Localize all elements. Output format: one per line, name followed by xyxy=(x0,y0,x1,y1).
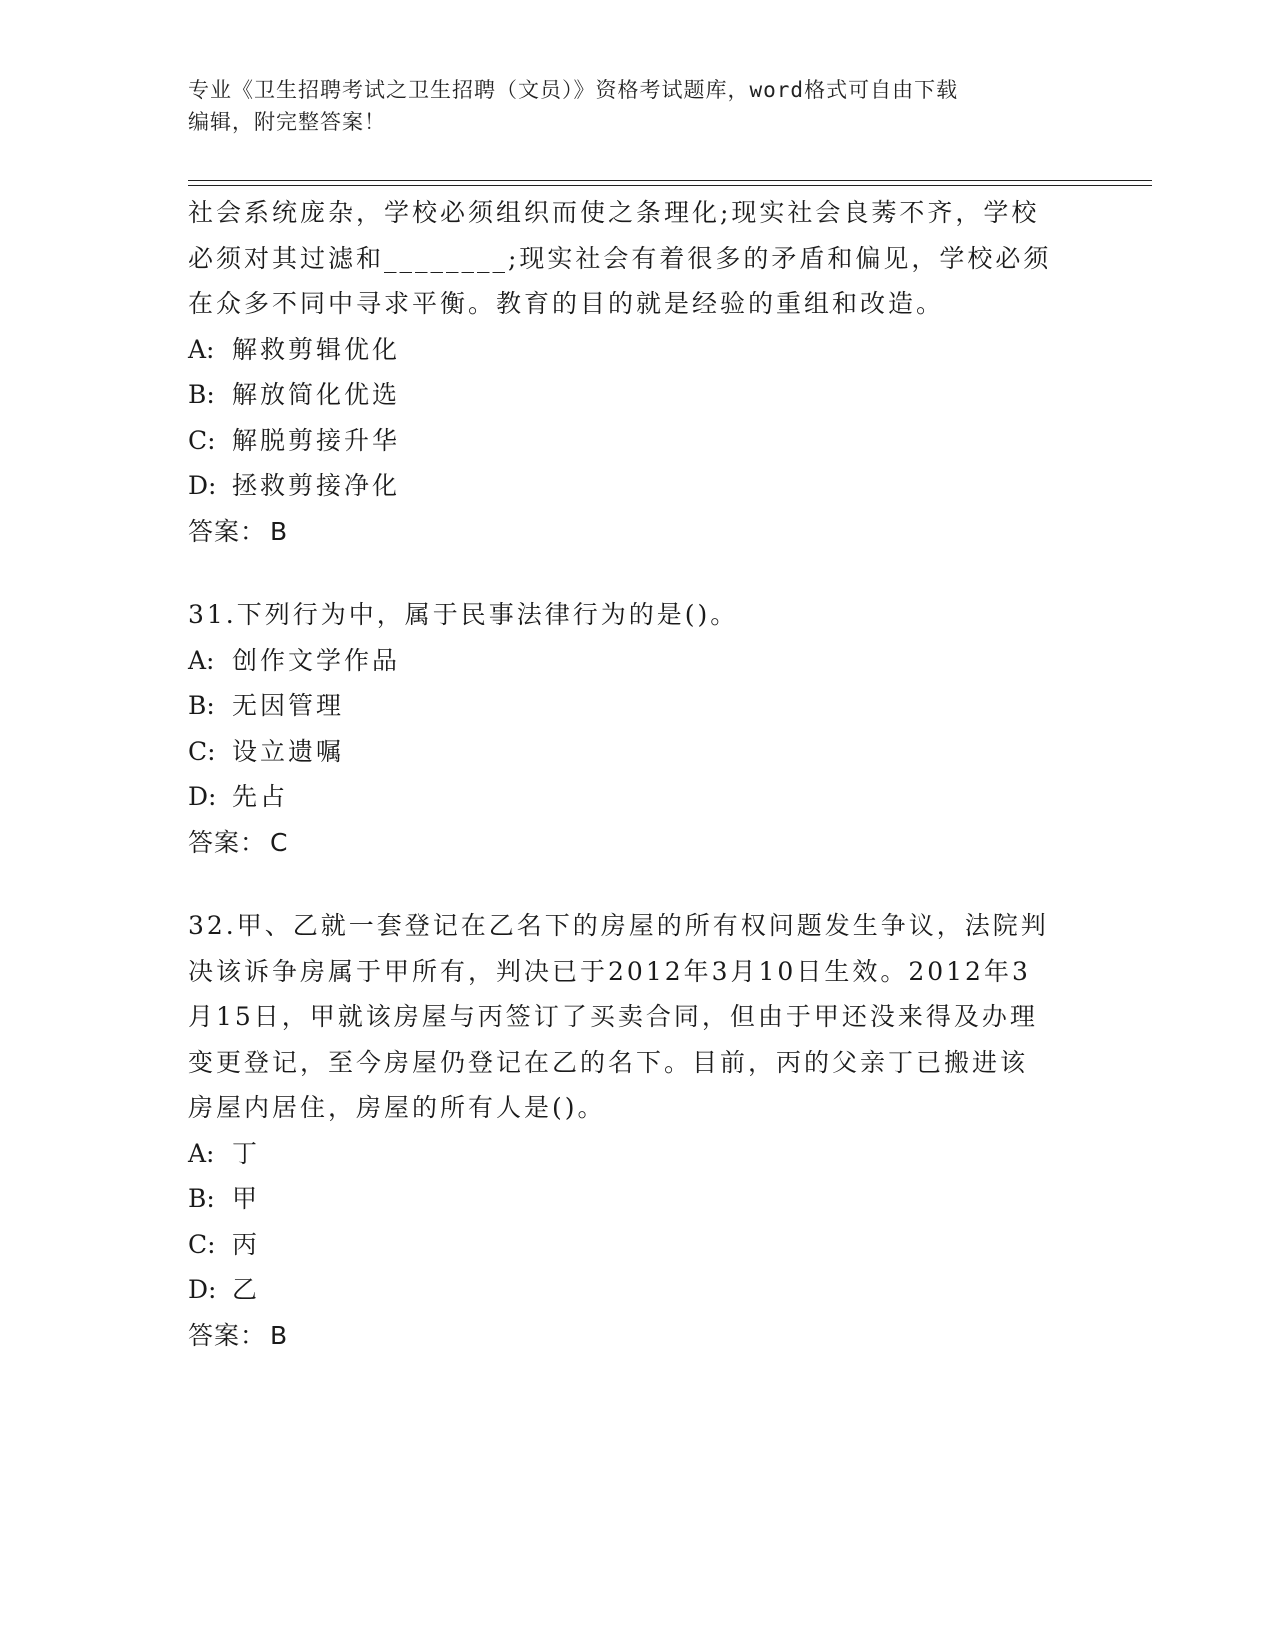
header-divider-top xyxy=(188,180,1152,181)
question-stem-line: 月15日，甲就该房屋与丙签订了买卖合同，但由于甲还没来得及办理 xyxy=(188,1002,1038,1031)
option-text: 丁 xyxy=(232,1138,261,1168)
question-spacer xyxy=(188,554,1088,592)
answer-line xyxy=(188,509,1088,555)
option-c xyxy=(188,729,1088,775)
question-31 xyxy=(188,592,1088,865)
option-key: B: xyxy=(188,691,215,720)
option-b xyxy=(188,1176,1088,1222)
answer-value: B xyxy=(270,1320,289,1350)
question-stem-line: 决该诉争房属于甲所有，判决已于2012年3月10日生效。2012年3 xyxy=(188,956,1031,986)
answer-line xyxy=(188,1313,1088,1359)
option-a xyxy=(188,327,1088,373)
question-stem-line: 房屋内居住，房屋的所有人是()。 xyxy=(188,1093,606,1122)
header-line-2: 编辑，附完整答案！ xyxy=(188,110,386,134)
option-key: A: xyxy=(188,334,215,364)
option-text: 解救剪辑优化 xyxy=(232,334,401,364)
question-30 xyxy=(188,190,1088,554)
option-key: C: xyxy=(188,736,216,766)
option-key: B: xyxy=(188,380,215,409)
question-stem-line: 社会系统庞杂，学校必须组织而使之条理化;现实社会良莠不齐，学校 xyxy=(188,198,1040,227)
option-a xyxy=(188,1131,1088,1177)
answer-label: 答案： xyxy=(188,827,267,857)
header-line-1: 专业《卫生招聘考试之卫生招聘（文员）》资格考试题库，word格式可自由下载 xyxy=(188,78,959,102)
option-key: B: xyxy=(188,1184,215,1213)
document-header xyxy=(188,74,1088,138)
option-text: 无因管理 xyxy=(232,691,345,720)
option-text: 丙 xyxy=(232,1229,261,1259)
question-stem-line: 32.甲、乙就一套登记在乙名下的房屋的所有权问题发生争议，法院判 xyxy=(188,911,1049,940)
option-key: C: xyxy=(188,1229,216,1259)
header-divider-bottom xyxy=(188,185,1152,186)
question-stem-line: 31.下列行为中，属于民事法律行为的是()。 xyxy=(188,600,739,629)
question-spacer xyxy=(188,865,1088,903)
answer-label: 答案： xyxy=(188,516,267,546)
answer-value: B xyxy=(270,516,289,546)
option-c xyxy=(188,418,1088,464)
question-stem-line: 必须对其过滤和________;现实社会有着很多的矛盾和偏见，学校必须 xyxy=(188,243,1052,273)
option-key: D: xyxy=(188,471,217,500)
question-stem-line: 在众多不同中寻求平衡。教育的目的就是经验的重组和改造。 xyxy=(188,289,945,318)
question-32 xyxy=(188,903,1088,1358)
option-key: D: xyxy=(188,782,217,811)
option-text: 设立遗嘱 xyxy=(232,736,345,766)
option-b xyxy=(188,683,1088,729)
answer-value: C xyxy=(270,827,289,857)
option-b xyxy=(188,372,1088,418)
option-text: 创作文学作品 xyxy=(232,645,401,675)
option-text: 解脱剪接升华 xyxy=(232,425,401,455)
option-a xyxy=(188,638,1088,684)
option-c xyxy=(188,1222,1088,1268)
option-d xyxy=(188,774,1088,820)
option-text: 先占 xyxy=(232,782,289,811)
option-key: A: xyxy=(188,645,215,675)
question-stem-line: 变更登记，至今房屋仍登记在乙的名下。目前，丙的父亲丁已搬进该 xyxy=(188,1047,1029,1077)
option-text: 拯救剪接净化 xyxy=(232,471,401,500)
option-text: 乙 xyxy=(232,1275,261,1304)
option-d xyxy=(188,463,1088,509)
option-text: 甲 xyxy=(232,1184,261,1213)
answer-label: 答案： xyxy=(188,1320,267,1350)
option-d xyxy=(188,1267,1088,1313)
option-text: 解放简化优选 xyxy=(232,380,401,409)
option-key: D: xyxy=(188,1275,217,1304)
answer-line xyxy=(188,820,1088,866)
option-key: A: xyxy=(188,1138,215,1168)
question-list xyxy=(188,190,1088,1358)
option-key: C: xyxy=(188,425,216,455)
